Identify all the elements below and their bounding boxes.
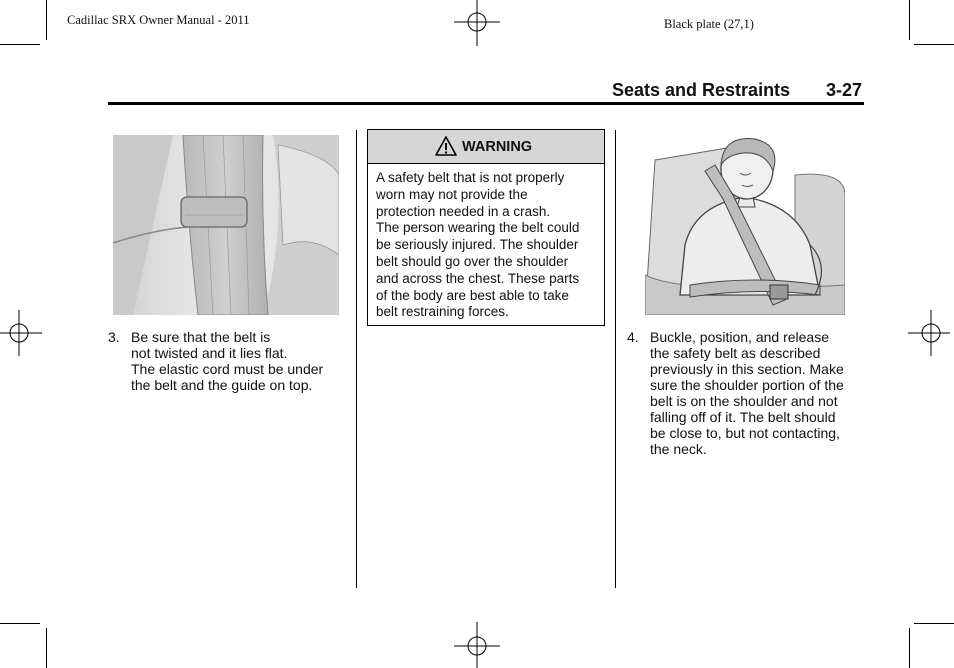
warning-triangle-icon xyxy=(435,135,457,157)
section-title: Seats and Restraints xyxy=(612,80,791,100)
step-4 xyxy=(627,329,867,459)
step-number: 3. xyxy=(108,329,120,345)
step-3 xyxy=(108,329,348,399)
warning-label: WARNING xyxy=(462,139,533,155)
crop-mark xyxy=(914,44,954,45)
person-wearing-belt-illustration xyxy=(645,135,845,315)
crop-mark xyxy=(0,44,40,45)
plate-label: Black plate (27,1) xyxy=(664,17,754,31)
registration-mark-icon xyxy=(454,622,500,668)
crop-mark xyxy=(909,628,910,668)
column-divider xyxy=(615,130,616,588)
crop-mark xyxy=(909,0,910,40)
step-text: Be sure that the belt is not twisted and it lies flat. The elastic cord must be under the belt and the guide on top. xyxy=(131,329,324,393)
column-divider xyxy=(356,130,357,588)
header-rule xyxy=(108,102,864,105)
crop-mark xyxy=(914,623,954,624)
crop-mark xyxy=(46,628,47,668)
registration-mark-icon xyxy=(908,310,954,356)
warning-box xyxy=(367,129,605,326)
step-number: 4. xyxy=(627,329,639,345)
registration-mark-icon xyxy=(454,0,500,46)
page-number: 3-27 xyxy=(826,80,863,100)
crop-mark xyxy=(46,0,47,40)
step-text: Buckle, position, and release the safety belt as described previously in this section. Make sure the shoulder portion of the belt is on the shoulder and not falling off of it. The belt should be close to, but not contacting, the neck. xyxy=(650,329,844,457)
manual-title: Cadillac SRX Owner Manual - 2011 xyxy=(67,13,250,27)
warning-header xyxy=(368,130,604,164)
warning-text: A safety belt that is not properly worn may not provide the protection needed in a crash. The person wearing the belt could be seriously injured. The shoulder belt should go over the shoulder and across the chest. These parts of the body are best able to take belt restraining forces. xyxy=(376,170,580,320)
belt-guide-illustration xyxy=(113,135,339,315)
registration-mark-icon xyxy=(0,310,42,356)
crop-mark xyxy=(0,623,40,624)
